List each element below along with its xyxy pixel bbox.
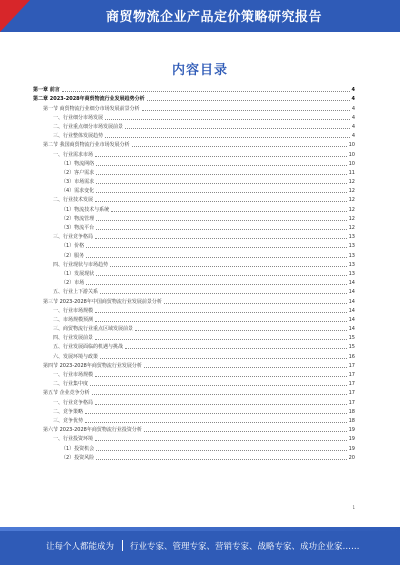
toc-entry-title: 第五节 企业竞争分析 bbox=[43, 390, 90, 397]
toc-entry[interactable] bbox=[33, 158, 355, 167]
toc-entry[interactable] bbox=[33, 268, 355, 277]
toc-leader-dots bbox=[144, 367, 347, 368]
toc-entry-page: 14 bbox=[348, 298, 355, 305]
toc-entry-title: 二、竞争策略 bbox=[53, 408, 84, 415]
toc-entry[interactable] bbox=[33, 213, 355, 222]
toc-entry-page: 14 bbox=[348, 326, 355, 333]
toc-entry-title: （4）需求变化 bbox=[61, 188, 95, 195]
toc-entry[interactable] bbox=[33, 176, 355, 185]
toc-leader-dots bbox=[164, 303, 347, 304]
table-of-contents bbox=[33, 84, 355, 461]
toc-entry-page: 15 bbox=[348, 335, 355, 342]
toc-leader-dots bbox=[92, 394, 347, 395]
toc-entry[interactable] bbox=[33, 240, 355, 249]
toc-leader-dots bbox=[86, 257, 346, 258]
toc-entry-title: 第二章 2023-2028年商贸物流行业发展趋势分析 bbox=[33, 96, 145, 103]
toc-entry-page: 12 bbox=[348, 225, 355, 231]
toc-entry[interactable] bbox=[33, 84, 355, 93]
toc-entry-title: 第四节 2023-2028年商贸物流行业发展分析 bbox=[43, 362, 142, 369]
toc-entry-page: 13 bbox=[348, 234, 355, 241]
toc-entry-page: 19 bbox=[348, 427, 355, 434]
toc-entry[interactable] bbox=[33, 378, 355, 387]
toc-entry[interactable] bbox=[33, 396, 355, 405]
toc-entry-title: （3）物流平台 bbox=[61, 225, 95, 231]
toc-entry-page: 16 bbox=[348, 353, 355, 360]
toc-entry-page: 4 bbox=[351, 87, 355, 94]
toc-heading: 内容目录 bbox=[171, 63, 228, 78]
toc-entry-title: （1）投资机会 bbox=[61, 445, 95, 452]
toc-entry-title: 三、行业整体发展趋势 bbox=[53, 133, 104, 140]
toc-entry-page: 12 bbox=[348, 179, 355, 186]
toc-leader-dots bbox=[95, 238, 347, 239]
toc-entry[interactable] bbox=[33, 433, 355, 442]
toc-entry-title: 二、行业重点细分市场发展前景 bbox=[53, 123, 124, 130]
toc-entry-page: 17 bbox=[348, 381, 355, 388]
toc-entry[interactable] bbox=[33, 295, 355, 304]
toc-entry[interactable] bbox=[33, 231, 355, 240]
footer-accent bbox=[0, 527, 400, 531]
toc-entry[interactable] bbox=[33, 442, 355, 451]
toc-leader-dots bbox=[95, 312, 347, 313]
toc-leader-dots bbox=[111, 211, 346, 212]
toc-leader-dots bbox=[85, 413, 347, 414]
toc-leader-dots bbox=[95, 321, 347, 322]
toc-entry-page: 20 bbox=[348, 454, 355, 461]
toc-entry[interactable] bbox=[33, 323, 355, 332]
toc-entry-page: 12 bbox=[348, 206, 355, 213]
toc-entry-title: （1）物流技术与系统 bbox=[61, 206, 110, 213]
toc-leader-dots bbox=[110, 266, 347, 267]
toc-leader-dots bbox=[96, 192, 346, 193]
toc-entry-page: 10 bbox=[348, 160, 355, 167]
toc-entry-title: （2）客户需求 bbox=[61, 169, 95, 176]
toc-leader-dots bbox=[85, 422, 347, 423]
toc-entry[interactable] bbox=[33, 406, 355, 415]
toc-entry[interactable] bbox=[33, 305, 355, 314]
toc-leader-dots bbox=[96, 220, 346, 221]
toc-entry-title: （1）发展现状 bbox=[61, 270, 95, 277]
toc-leader-dots bbox=[96, 459, 346, 460]
toc-entry-title: 第六节 2023-2028年商贸物流行业投资分析 bbox=[43, 427, 142, 434]
toc-entry-page: 13 bbox=[348, 261, 355, 268]
footer-roles: 行业专家、管理专家、营销专家、战略专家、成功企业家…… bbox=[130, 542, 360, 552]
toc-entry-title: （1）物流网络 bbox=[61, 160, 95, 167]
toc-leader-dots bbox=[100, 358, 347, 359]
toc-entry[interactable] bbox=[33, 112, 355, 121]
report-title: 商贸物流企业产品定价策略研究报告 bbox=[105, 10, 322, 25]
toc-entry[interactable] bbox=[33, 452, 355, 461]
toc-entry-page: 10 bbox=[348, 142, 355, 149]
toc-entry-title: 一、行业市场规模 bbox=[53, 372, 94, 378]
toc-leader-dots bbox=[96, 174, 346, 175]
toc-leader-dots bbox=[132, 146, 347, 147]
toc-entry-page: 14 bbox=[348, 307, 355, 314]
toc-entry-page: 18 bbox=[348, 417, 355, 424]
toc-entry[interactable] bbox=[33, 415, 355, 424]
toc-leader-dots bbox=[95, 201, 347, 202]
toc-entry-page: 19 bbox=[348, 445, 355, 452]
toc-entry[interactable] bbox=[33, 424, 355, 433]
page-number: 1 bbox=[352, 505, 355, 510]
toc-entry[interactable] bbox=[33, 139, 355, 148]
toc-entry-page: 14 bbox=[348, 289, 355, 296]
toc-entry[interactable] bbox=[33, 286, 355, 295]
toc-entry[interactable] bbox=[33, 167, 355, 176]
toc-entry-page: 15 bbox=[348, 344, 355, 351]
toc-entry-title: 一、行业竞争格局 bbox=[53, 399, 94, 406]
toc-leader-dots bbox=[62, 91, 350, 92]
toc-entry-title: 二、行业集中度 bbox=[53, 381, 89, 388]
toc-leader-dots bbox=[86, 247, 346, 248]
header-accent bbox=[0, 0, 30, 32]
toc-entry-title: （2）服务 bbox=[61, 252, 85, 259]
toc-entry-title: （2）物流管理 bbox=[61, 215, 95, 222]
toc-leader-dots bbox=[100, 293, 347, 294]
toc-entry-page: 14 bbox=[348, 316, 355, 323]
toc-entry-page: 12 bbox=[348, 197, 355, 204]
toc-entry[interactable] bbox=[33, 277, 355, 286]
toc-entry-page: 17 bbox=[348, 372, 355, 378]
toc-entry[interactable] bbox=[33, 194, 355, 203]
toc-entry-title: 一、行业细分市场发展 bbox=[53, 114, 104, 121]
toc-leader-dots bbox=[105, 119, 350, 120]
toc-leader-dots bbox=[147, 100, 350, 101]
toc-leader-dots bbox=[95, 404, 347, 405]
toc-entry-title: （1）价格 bbox=[61, 243, 85, 250]
toc-leader-dots bbox=[135, 330, 347, 331]
toc-entry[interactable] bbox=[33, 130, 355, 139]
toc-entry-title: 第三节 2023-2028年中国商贸物流行业发展前景分析 bbox=[43, 298, 162, 305]
toc-entry[interactable] bbox=[33, 369, 355, 378]
toc-entry-title: 第一节 商贸物流行业细分市场发展前景分析 bbox=[43, 105, 140, 112]
toc-entry-title: （3）市场需求 bbox=[61, 179, 95, 186]
toc-entry-title: 二、行业技术发展 bbox=[53, 197, 94, 204]
toc-entry[interactable] bbox=[33, 332, 355, 341]
toc-leader-dots bbox=[95, 339, 347, 340]
toc-entry-title: 四、行业现状与市场趋势 bbox=[53, 261, 109, 268]
toc-entry-title: 第一章 前言 bbox=[33, 87, 60, 94]
toc-entry-page: 17 bbox=[348, 399, 355, 406]
toc-entry-page: 12 bbox=[348, 188, 355, 195]
toc-entry-title: 六、发展环境与政策 bbox=[53, 353, 99, 360]
toc-entry-page: 11 bbox=[348, 169, 355, 176]
toc-entry-title: 五、行业上下游关系 bbox=[53, 289, 99, 296]
toc-entry[interactable] bbox=[33, 387, 355, 396]
footer-divider bbox=[122, 540, 123, 551]
toc-entry-title: 第二节 我国商贸物流行业市场发展分析 bbox=[43, 142, 130, 149]
toc-entry-page: 4 bbox=[351, 133, 355, 140]
toc-entry-title: （2）市场 bbox=[61, 280, 85, 287]
toc-entry-page: 10 bbox=[348, 151, 355, 158]
toc-entry-title: （2）投资风险 bbox=[61, 454, 95, 461]
toc-entry-title: 一、行业投资环境 bbox=[53, 436, 94, 443]
toc-entry[interactable] bbox=[33, 93, 355, 102]
toc-entry[interactable] bbox=[33, 121, 355, 130]
toc-entry-title: 一、行业需求市场 bbox=[53, 151, 94, 158]
toc-entry[interactable] bbox=[33, 259, 355, 268]
toc-entry-page: 13 bbox=[348, 243, 355, 250]
toc-leader-dots bbox=[125, 348, 347, 349]
toc-leader-dots bbox=[125, 128, 350, 129]
toc-leader-dots bbox=[96, 165, 346, 166]
toc-entry-page: 17 bbox=[348, 362, 355, 369]
toc-entry[interactable] bbox=[33, 203, 355, 212]
toc-leader-dots bbox=[90, 385, 347, 386]
toc-entry-page: 14 bbox=[348, 280, 355, 287]
toc-entry-page: 4 bbox=[351, 114, 355, 121]
toc-entry-title: 三、竞争优势 bbox=[53, 417, 84, 424]
toc-entry[interactable] bbox=[33, 341, 355, 350]
toc-entry[interactable] bbox=[33, 350, 355, 359]
toc-leader-dots bbox=[96, 183, 346, 184]
toc-entry-page: 4 bbox=[351, 123, 355, 130]
toc-leader-dots bbox=[95, 440, 347, 441]
toc-leader-dots bbox=[96, 275, 346, 276]
toc-entry-title: 四、行业发展前景 bbox=[53, 335, 94, 342]
toc-leader-dots bbox=[142, 110, 350, 111]
toc-entry[interactable] bbox=[33, 222, 355, 231]
toc-leader-dots bbox=[96, 229, 346, 230]
toc-leader-dots bbox=[96, 450, 346, 451]
toc-entry[interactable] bbox=[33, 185, 355, 194]
toc-entry-page: 17 bbox=[348, 390, 355, 397]
toc-leader-dots bbox=[86, 284, 346, 285]
toc-entry-page: 4 bbox=[351, 96, 355, 103]
toc-entry-page: 12 bbox=[348, 215, 355, 222]
toc-entry[interactable] bbox=[33, 102, 355, 111]
toc-entry-title: 一、行业市场规模 bbox=[53, 307, 94, 314]
toc-leader-dots bbox=[95, 156, 347, 157]
toc-leader-dots bbox=[95, 376, 347, 377]
toc-entry[interactable] bbox=[33, 314, 355, 323]
toc-entry-title: 三、行业竞争格局 bbox=[53, 234, 94, 241]
toc-entry-page: 13 bbox=[348, 270, 355, 277]
toc-entry[interactable] bbox=[33, 249, 355, 258]
toc-entry-page: 19 bbox=[348, 436, 355, 443]
toc-entry-title: 五、行业发展面临的机遇与挑战 bbox=[53, 344, 124, 351]
toc-entry-page: 4 bbox=[351, 105, 355, 112]
toc-entry-page: 13 bbox=[348, 252, 355, 259]
footer-slogan: 让每个人都能成为 bbox=[46, 542, 115, 552]
toc-entry-page: 18 bbox=[348, 408, 355, 415]
toc-leader-dots bbox=[105, 137, 350, 138]
toc-entry[interactable] bbox=[33, 148, 355, 157]
toc-entry-title: 二、市场规模预测 bbox=[53, 316, 94, 323]
toc-entry[interactable] bbox=[33, 360, 355, 369]
toc-leader-dots bbox=[144, 431, 347, 432]
toc-entry-title: 三、商贸物流行业重点区域发展前景 bbox=[53, 326, 134, 333]
